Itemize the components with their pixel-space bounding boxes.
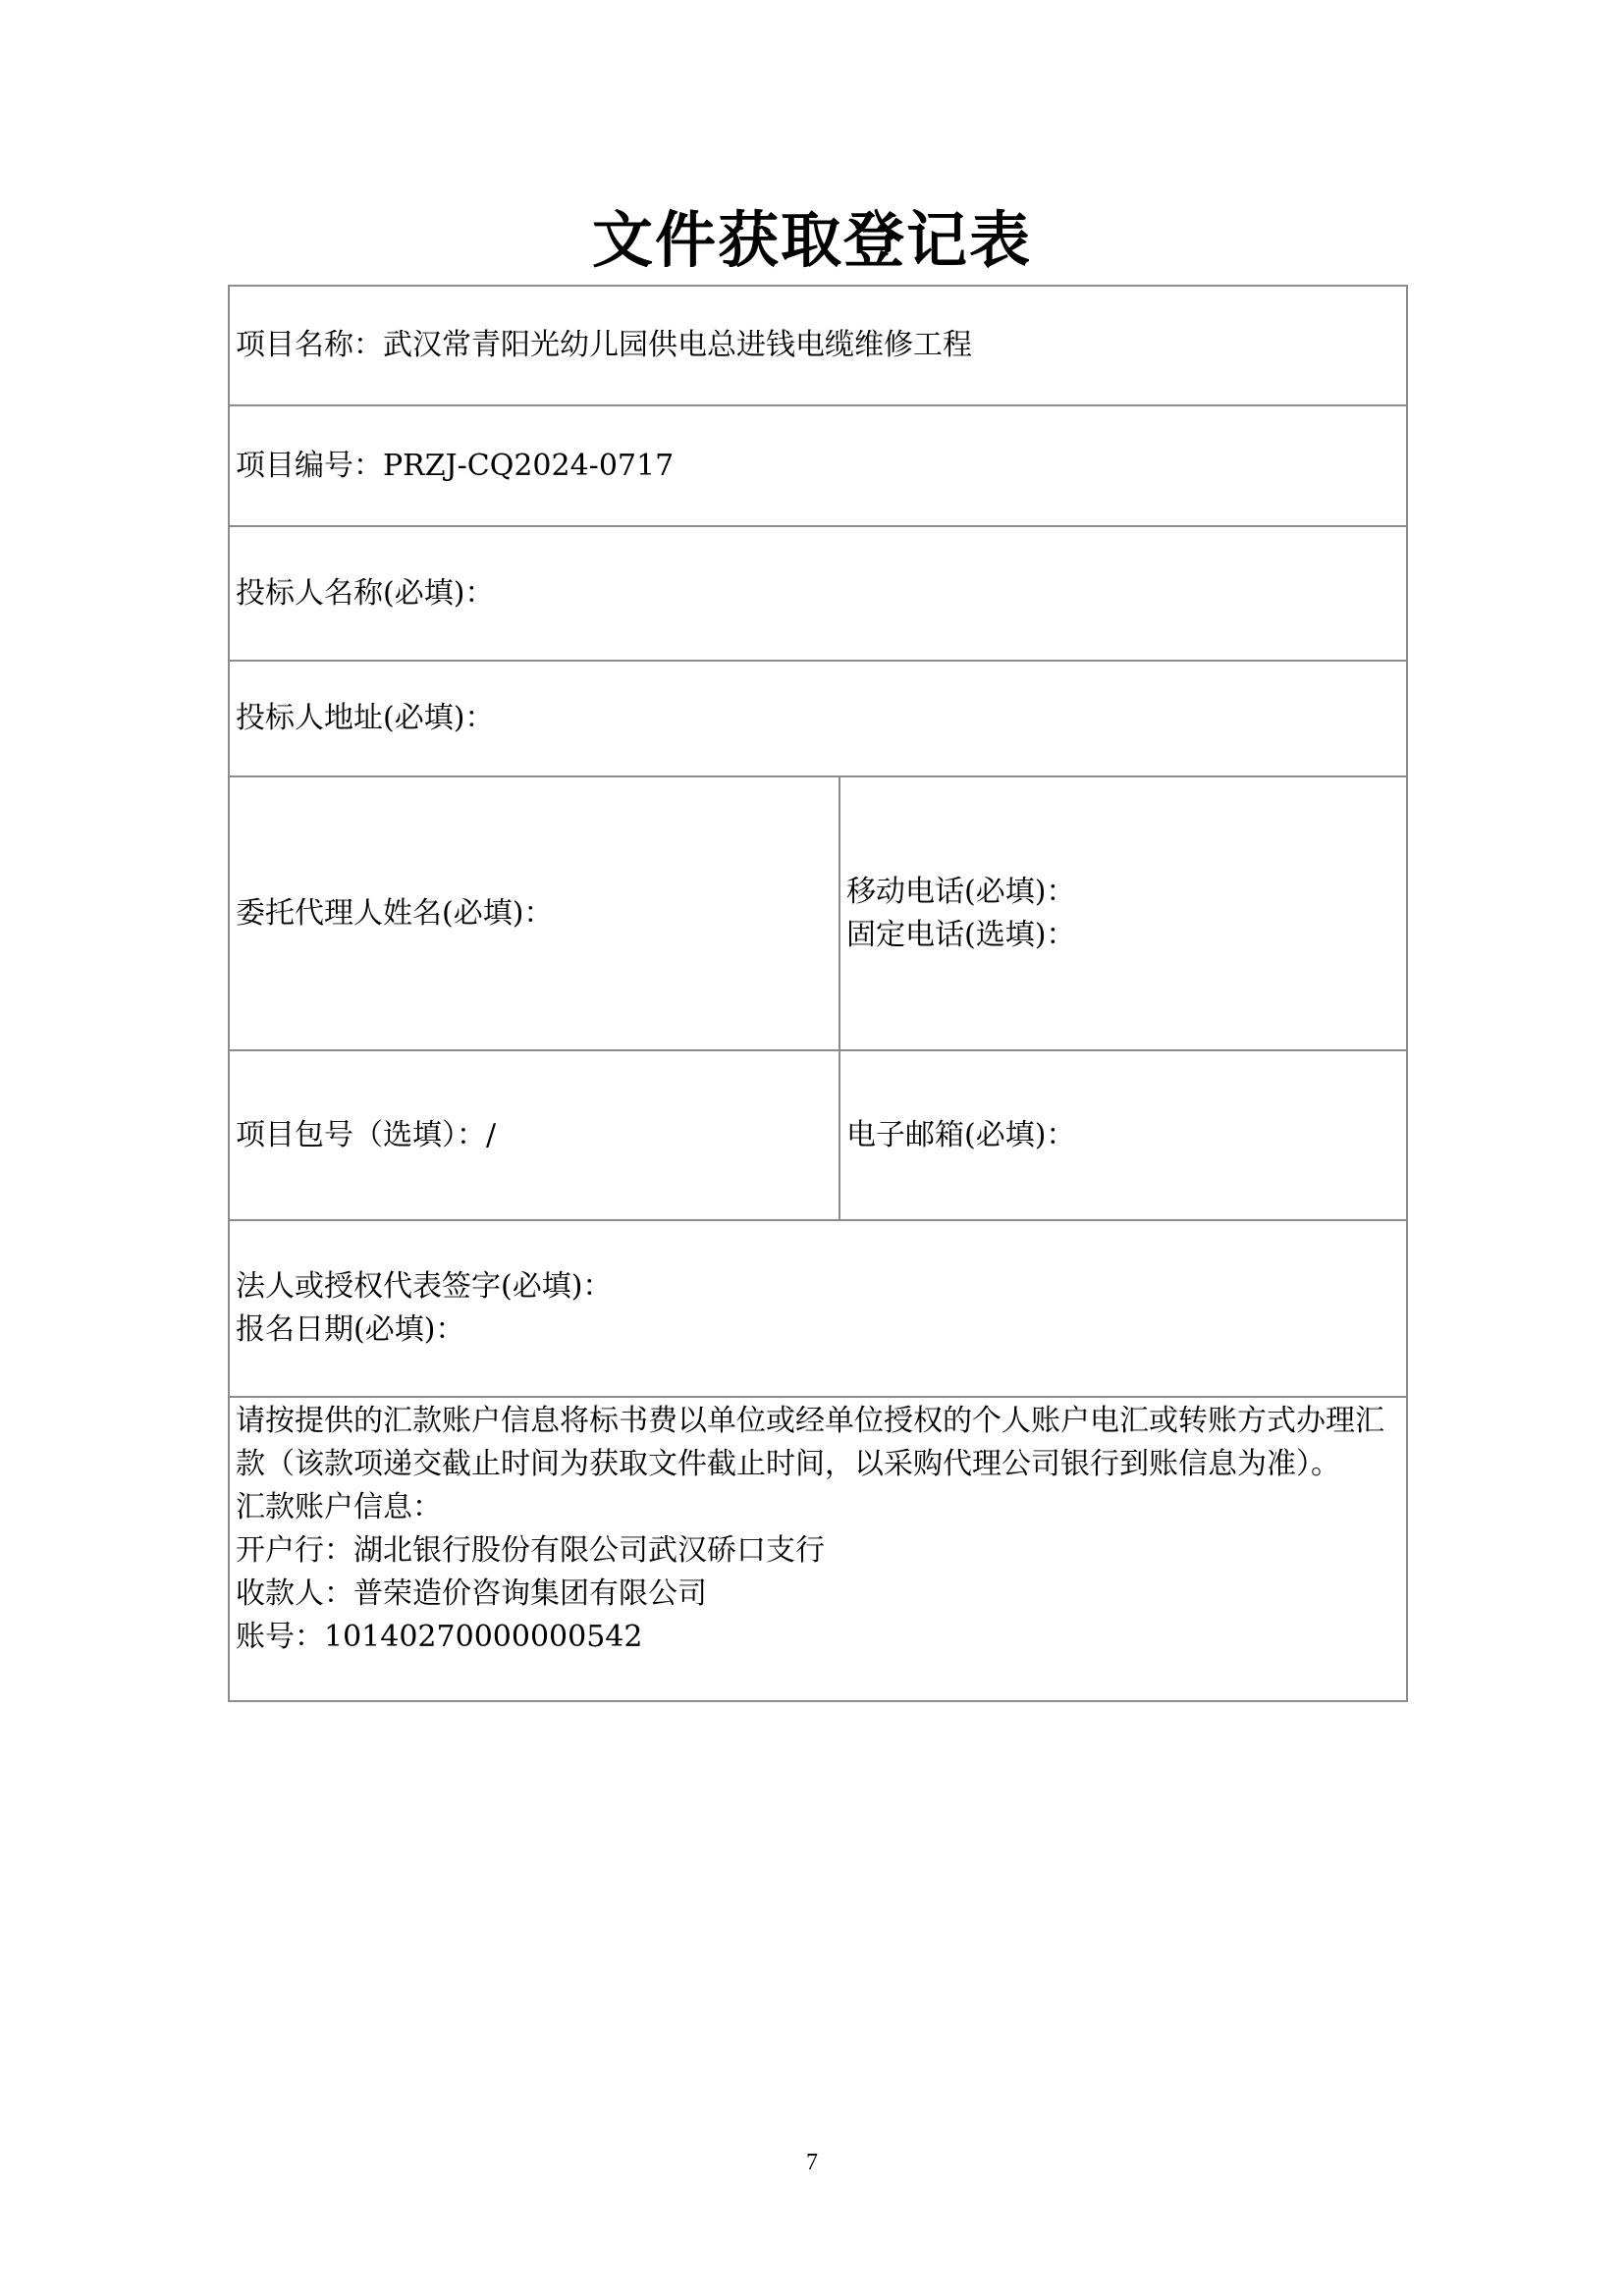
- account-info-heading: 汇款账户信息：: [236, 1490, 442, 1524]
- package-email-row: [229, 1050, 1407, 1220]
- agent-contact-row: [229, 776, 1407, 1050]
- payment-info-row: [229, 1397, 1407, 1701]
- registration-date-field[interactable]: 报名日期(必填)：: [236, 1312, 465, 1347]
- page-number: 7: [806, 2150, 818, 2175]
- mobile-phone-field[interactable]: 移动电话(必填)：: [846, 874, 1076, 909]
- project-name-field: 项目名称：武汉常青阳光幼儿园供电总进钱电缆维修工程: [229, 286, 1407, 405]
- account-number: 账号：10140270000000542: [236, 1620, 643, 1654]
- signature-cell: [229, 1220, 1407, 1397]
- package-number-field[interactable]: 项目包号（选填）：/: [229, 1050, 839, 1220]
- payee-name: 收款人：普荣造价咨询集团有限公司: [236, 1576, 707, 1611]
- email-field[interactable]: 电子邮箱(必填)：: [839, 1050, 1407, 1220]
- page-title: 文件获取登记表: [591, 204, 1032, 276]
- landline-phone-field[interactable]: 固定电话(选填)：: [846, 917, 1076, 952]
- project-name-row: [229, 286, 1407, 405]
- bidder-name-field[interactable]: 投标人名称(必填)：: [229, 526, 1407, 661]
- bidder-name-row: [229, 526, 1407, 661]
- payment-instructions: 请按提供的汇款账户信息将标书费以单位或经单位授权的个人账户电汇或转账方式办理汇款（该款项递交截止时间为获取文件截止时间，以采购代理公司银行到账信息为准）。: [236, 1404, 1384, 1481]
- project-code-field: 项目编号：PRZJ-CQ2024-0717: [229, 405, 1407, 526]
- phone-cell: [839, 776, 1407, 1050]
- bidder-address-row: [229, 661, 1407, 776]
- registration-form-table: [228, 285, 1408, 1702]
- legal-signature-field[interactable]: 法人或授权代表签字(必填)：: [236, 1269, 613, 1304]
- project-code-row: [229, 405, 1407, 526]
- payment-info-cell: [229, 1397, 1407, 1701]
- agent-name-field[interactable]: 委托代理人姓名(必填)：: [229, 776, 839, 1050]
- signature-row: [229, 1220, 1407, 1397]
- bidder-address-field[interactable]: 投标人地址(必填)：: [229, 661, 1407, 776]
- bank-name: 开户行：湖北银行股份有限公司武汉硚口支行: [236, 1533, 825, 1568]
